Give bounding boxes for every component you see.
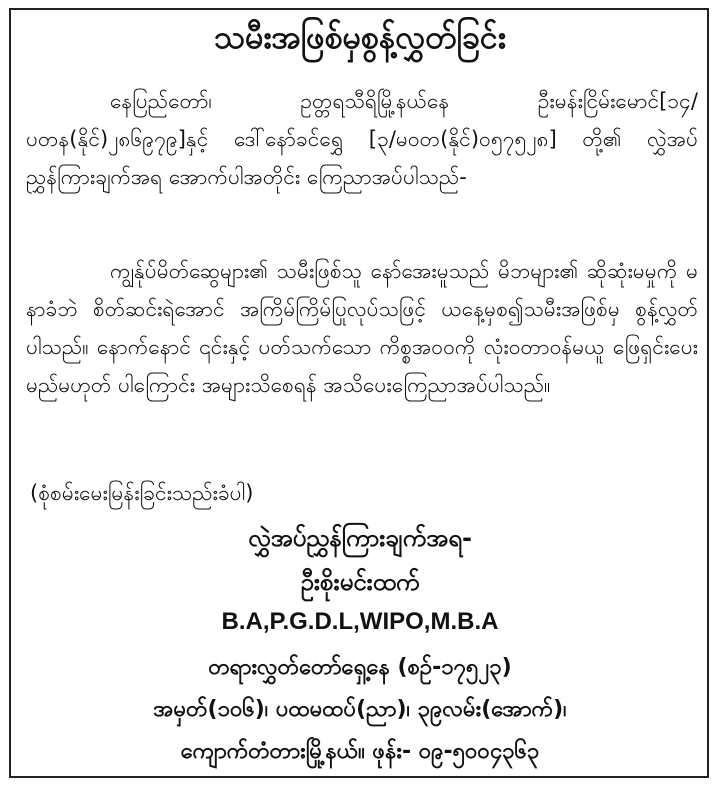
signature-township-phone: ကျောက်တံတားမြို့နယ်။ ဖုန်း- ၀၉-၅၀၀၄၃၆၃	[180, 739, 540, 764]
notice-footnote: (စုံစမ်းမေးမြန်းခြင်းသည်းခံပါ)	[30, 481, 254, 505]
notice-paragraph-intro: နေပြည်တော်၊ ဥတ္တရသီရိမြို့နယ်နေ ဦးမန်းငြိမ်းမောင်[၁၄/ပတန(နိုင်)၂၈၆၉၇၉]နှင့် ဒေါ်နော်ခင်ရွှေ [၃/မဝတ(နိုင်)၀၅၇၅၂၈] တို့၏ လွှဲအပ်ညွှန်ကြားချက်အရ အောက်ပါအတိုင်း ကြေညာအပ်ပါသည်-	[26, 89, 698, 189]
notice-paragraph-body: ကျွန်ုပ်မိတ်ဆွေများ၏ သမီးဖြစ်သူ နော်အေးမူသည် မိဘများ၏ ဆိုဆုံးမမှုကို မနာခံဘဲ စိတ်ဆင်းရဲအောင် အကြိမ်ကြိမ်ပြုလုပ်သဖြင့် ယနေ့မှစ၍သမီးအဖြစ်မှ စွန့်လွှတ်ပါသည်။ နောက်နောင် ၎င်းနှင့် ပတ်သက်သော ကိစ္စအဝဝကို လုံးဝတာဝန်မယူ ဖြေရှင်းပေးမည်မဟုတ် ပါကြောင်း အများသိစေရန် အသိပေးကြေညာအပ်ပါသည်။	[26, 259, 698, 397]
notice-title: သမီးအဖြစ်မှစွန့်လွှတ်ခြင်း	[214, 18, 506, 56]
signature-address: အမှတ်(၁၀၆)၊ ပထမထပ်(ညာ)၊ ၃၉လမ်း(အောက်)၊	[153, 697, 567, 722]
signature-title: တရားလွှတ်တော်ရှေ့နေ (စဥ်-၁၇၅၂၃)	[208, 655, 512, 680]
signature-authority-line: လွှဲအပ်ညွှန်ကြားချက်အရ-	[248, 524, 472, 552]
signature-credentials: B.A,P.G.D.L,WIPO,M.B.A	[221, 608, 499, 635]
signature-name: ဦးစိုးမင်းထက်	[300, 568, 420, 596]
